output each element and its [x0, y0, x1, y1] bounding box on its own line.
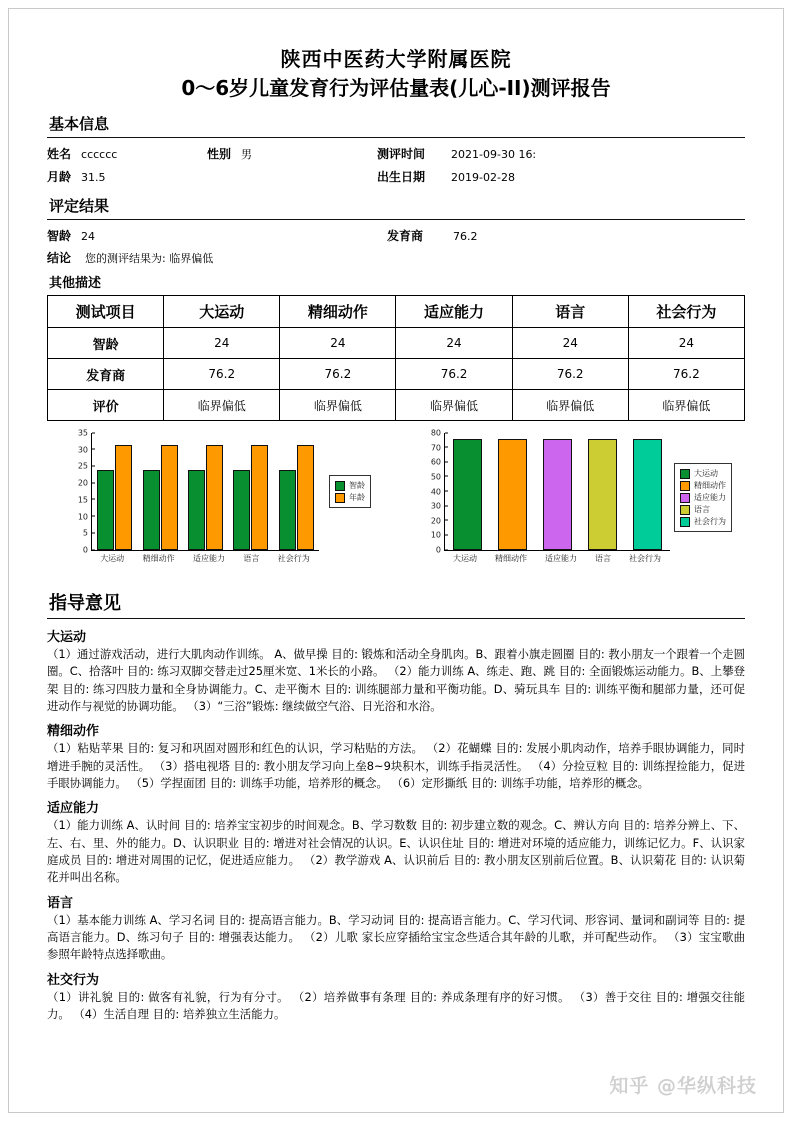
- table-header-cell: 大运动: [164, 296, 280, 328]
- section-title-guidance: 指导意见: [49, 593, 121, 614]
- table-cell: 76.2: [280, 359, 396, 390]
- table-header-cell: 精细动作: [280, 296, 396, 328]
- bar: [161, 445, 178, 550]
- field-name: [47, 145, 207, 162]
- dq-label: 发育商: [387, 229, 424, 243]
- bar-group-container: [92, 433, 319, 550]
- bar-group: [97, 433, 132, 550]
- y-axis-tick: 10: [78, 512, 92, 521]
- x-axis-label: 精细动作: [495, 554, 527, 563]
- legend-swatch: [335, 493, 345, 503]
- x-axis-label: 适应能力: [192, 554, 225, 563]
- y-axis-tick: 15: [78, 495, 92, 504]
- legend-item: [335, 480, 365, 491]
- field-test-time: [377, 145, 745, 162]
- table-cell: 76.2: [164, 359, 280, 390]
- x-axis-label: 语言: [595, 554, 611, 563]
- divider: [47, 137, 745, 138]
- legend-label: 适应能力: [694, 493, 726, 502]
- field-conclusion: [47, 249, 745, 266]
- charts-container: [47, 427, 745, 577]
- section-title-other-description: 其他描述: [49, 276, 102, 291]
- guidance-section-body: （1）讲礼貌 目的: 做客有礼貌，行为有分寸。 （2）培养做事有条理 目的: 养成条理有序的好习惯。 （3）善于交往 目的: 增强交往能力。 （4）生活自理 目的: 培养独立生活能力。: [47, 989, 745, 1021]
- bar: [206, 445, 223, 550]
- bar-group: [233, 433, 268, 550]
- table-row: [48, 359, 745, 390]
- birth-date-label: 出生日期: [377, 170, 426, 184]
- legend-swatch: [680, 505, 690, 515]
- y-axis-tick: 30: [78, 445, 92, 454]
- section-title-basic-info: 基本信息: [49, 115, 110, 133]
- bar: [633, 439, 662, 550]
- dq-value: 76.2: [453, 230, 478, 243]
- y-axis-tick: 70: [431, 443, 445, 452]
- hospital-name: 陕西中医药大学附属医院: [280, 47, 512, 71]
- x-axis-labels: [444, 553, 670, 564]
- table-cell: 24: [164, 328, 280, 359]
- table-cell: 76.2: [512, 359, 628, 390]
- legend-item: [335, 492, 365, 503]
- x-axis-labels: [91, 553, 319, 564]
- bar: [251, 445, 268, 550]
- gender-value: 男: [241, 148, 253, 161]
- chart-legend: [329, 475, 371, 508]
- divider: [47, 219, 745, 220]
- legend-label: 智龄: [349, 481, 365, 490]
- bar-group: [543, 433, 572, 550]
- results-table: [47, 295, 745, 421]
- chart-dq-by-domain: [398, 427, 745, 577]
- name-label: 姓名: [47, 147, 72, 161]
- bar: [143, 470, 160, 550]
- mental-age-value: 24: [81, 230, 96, 243]
- table-cell: 24: [512, 328, 628, 359]
- field-month-age: [47, 168, 207, 185]
- legend-swatch: [335, 481, 345, 491]
- guidance-section-body: （1）粘贴苹果 目的: 复习和巩固对圆形和红色的认识，学习粘贴的方法。 （2）花蝴蝶 目的: 发展小肌肉动作，培养手眼协调能力，同时增进手腕的灵活性。 （3）搭电视塔 目的: 教小朋友学习向上垒8~9块积木，训练手指灵活性。 （4）分捡豆粒 目的: 训练捏捡能力，促进手眼协调能力。 （5）学捏面团 目的: 训练手功能，培养形的概念。 （6）定形撕纸 目的: 训练手功能，培养形的概念。: [47, 741, 745, 790]
- bar-group: [143, 433, 178, 550]
- table-header-cell: 适应能力: [396, 296, 512, 328]
- report-page: [8, 8, 784, 1113]
- table-cell: 76.2: [396, 359, 512, 390]
- y-axis-tick: 40: [431, 487, 445, 496]
- y-axis-tick: 60: [431, 458, 445, 467]
- y-axis-tick: 80: [431, 429, 445, 438]
- bar: [279, 470, 296, 550]
- row-label: 发育商: [48, 359, 164, 390]
- guidance-section-title: 大运动: [47, 630, 87, 645]
- y-axis-tick: 35: [78, 429, 92, 438]
- legend-item: [680, 480, 726, 491]
- y-axis-tick: 5: [83, 529, 92, 538]
- field-birth-date: [377, 168, 745, 185]
- table-cell: 76.2: [628, 359, 744, 390]
- chart-plot-area: [430, 428, 670, 555]
- conclusion-label: 结论: [47, 251, 72, 265]
- row-label: 智龄: [48, 328, 164, 359]
- bar-group-container: [445, 433, 670, 550]
- bar: [115, 445, 132, 550]
- bar-group: [453, 433, 482, 550]
- test-time-value: 2021-09-30 16:: [451, 148, 537, 161]
- guidance-section-title: 精细动作: [47, 724, 100, 740]
- guidance-section-body: （1）通过游戏活动，进行大肌肉动作训练。 A、做早操 目的: 锻炼和活动全身肌肉。B、跟着小旗走圆圈 目的: 教小朋友一个跟着一个走圆圈。C、拾落叶 目的: 练习双脚交替走过25厘米宽、1米长的小路。 （2）能力训练 A、练走、跑、跳 目的: 全面锻炼运动能力。B、上攀登架 目的: 练习四肢力量和全身协调能力。C、走平衡木 目的: 训练腿部力量和平衡功能。D、骑玩具车 目的: 训练平衡和腿部力量，还可促进动作与视觉的协调功能。 （3）“三浴”锻炼: 继续做空气浴、日光浴和水浴。: [47, 647, 745, 713]
- y-axis-tick: 20: [78, 479, 92, 488]
- basic-info-row-2: [47, 168, 745, 185]
- legend-swatch: [680, 481, 690, 491]
- x-axis-label: 适应能力: [545, 554, 577, 563]
- legend-swatch: [680, 493, 690, 503]
- legend-item: [680, 492, 726, 503]
- bar: [297, 445, 314, 550]
- legend-item: [680, 468, 726, 479]
- month-age-label: 月龄: [47, 170, 72, 184]
- gender-label: 性别: [207, 147, 232, 161]
- section-title-assessment-result: 评定结果: [49, 197, 110, 215]
- bar: [233, 470, 250, 550]
- x-axis-label: 语言: [243, 554, 260, 563]
- bar-group: [588, 433, 617, 550]
- chart-plot-area: [77, 428, 319, 555]
- test-time-label: 测评时间: [377, 147, 426, 161]
- page-title: 0～6岁儿童发育行为评估量表(儿心-II)测评报告: [181, 76, 611, 100]
- legend-label: 精细动作: [694, 481, 726, 490]
- guidance-section-body: （1）基本能力训练 A、学习名词 目的: 提高语言能力。B、学习动词 目的: 提高语言能力。C、学习代词、形容词、量词和副词等 目的: 提高语言能力。D、练习句子 目的: 增强表达能力。 （2）儿歌 家长应穿插给宝宝念些适合其年龄的儿歌，并可配些动作。 （3）宝宝歌曲 参照年龄特点选择歌曲。: [47, 912, 745, 962]
- bar: [543, 439, 572, 550]
- month-age-value: 31.5: [81, 171, 106, 184]
- table-header-cell: 语言: [512, 296, 628, 328]
- field-gender: [207, 145, 377, 162]
- field-dq: [387, 227, 745, 244]
- table-cell: 24: [396, 328, 512, 359]
- legend-item: [680, 504, 726, 515]
- table-row: [48, 390, 745, 421]
- guidance-section-title: 适应能力: [47, 801, 100, 817]
- result-row: [47, 227, 745, 244]
- table-cell: 24: [280, 328, 396, 359]
- x-axis-label: 社会行为: [277, 554, 310, 563]
- y-axis-tick: 0: [83, 546, 92, 555]
- bar: [498, 439, 527, 550]
- bar-group: [498, 433, 527, 550]
- table-cell: 临界偏低: [164, 390, 280, 421]
- y-axis-tick: 25: [78, 462, 92, 471]
- name-value: cccccc: [81, 148, 118, 161]
- table-header-cell: 测试项目: [48, 296, 164, 328]
- guidance-list: [47, 626, 745, 1023]
- legend-label: 大运动: [694, 469, 718, 478]
- table-row: [48, 328, 745, 359]
- legend-label: 语言: [694, 505, 710, 514]
- y-axis-tick: 10: [431, 531, 445, 540]
- legend-swatch: [680, 469, 690, 479]
- bar: [453, 439, 482, 550]
- field-mental-age: [47, 227, 387, 244]
- x-axis-label: 精细动作: [142, 554, 175, 563]
- table-cell: 临界偏低: [280, 390, 396, 421]
- y-axis-tick: 0: [436, 546, 445, 555]
- birth-date-value: 2019-02-28: [451, 171, 515, 184]
- conclusion-value: 您的测评结果为: 临界偏低: [85, 252, 214, 265]
- table-header-cell: 社会行为: [628, 296, 744, 328]
- legend-item: [680, 516, 726, 527]
- legend-label: 年龄: [349, 493, 365, 502]
- guidance-section-title: 语言: [47, 895, 74, 911]
- y-axis-tick: 50: [431, 472, 445, 481]
- mental-age-label: 智龄: [47, 229, 72, 243]
- bar: [97, 470, 114, 550]
- table-cell: 临界偏低: [512, 390, 628, 421]
- y-axis-tick: 20: [431, 516, 445, 525]
- legend-swatch: [680, 517, 690, 527]
- basic-info-row-1: [47, 145, 745, 162]
- bar: [188, 470, 205, 550]
- guidance-section-title: 社交行为: [47, 972, 100, 988]
- x-axis-label: 大运动: [100, 554, 125, 563]
- chart-mental-age-vs-age: [47, 427, 394, 577]
- table-header-row: [48, 296, 745, 328]
- watermark: 知乎 @华纵科技: [609, 1075, 757, 1097]
- bar: [588, 439, 617, 550]
- table-cell: 24: [628, 328, 744, 359]
- guidance-section-body: （1）能力训练 A、认时间 目的: 培养宝宝初步的时间观念。B、学习数数 目的: 初步建立数的观念。C、辨认方向 目的: 培养分辨上、下、左、右、里、外的能力。D、认识职业 目的: 增进对社会情况的认识。E、认识住址 目的: 增进对环境的适应能力，训练记忆力。F、认识家庭成员 目的: 增进对周围的记忆，促进适应能力。 （2）教学游戏 A、认识前后 目的: 教小朋友区别前后位置。B、认识菊花 目的: 认识菊花并叫出名称。: [47, 818, 745, 885]
- y-axis-tick: 30: [431, 502, 445, 511]
- report-header: [47, 45, 745, 103]
- x-axis-label: 大运动: [453, 554, 477, 563]
- legend-label: 社会行为: [694, 517, 726, 526]
- x-axis-label: 社会行为: [629, 554, 661, 563]
- row-label: 评价: [48, 390, 164, 421]
- table-cell: 临界偏低: [628, 390, 744, 421]
- chart-legend: [674, 463, 732, 532]
- bar-group: [633, 433, 662, 550]
- table-cell: 临界偏低: [396, 390, 512, 421]
- divider: [47, 618, 745, 619]
- bar-group: [279, 433, 314, 550]
- bar-group: [188, 433, 223, 550]
